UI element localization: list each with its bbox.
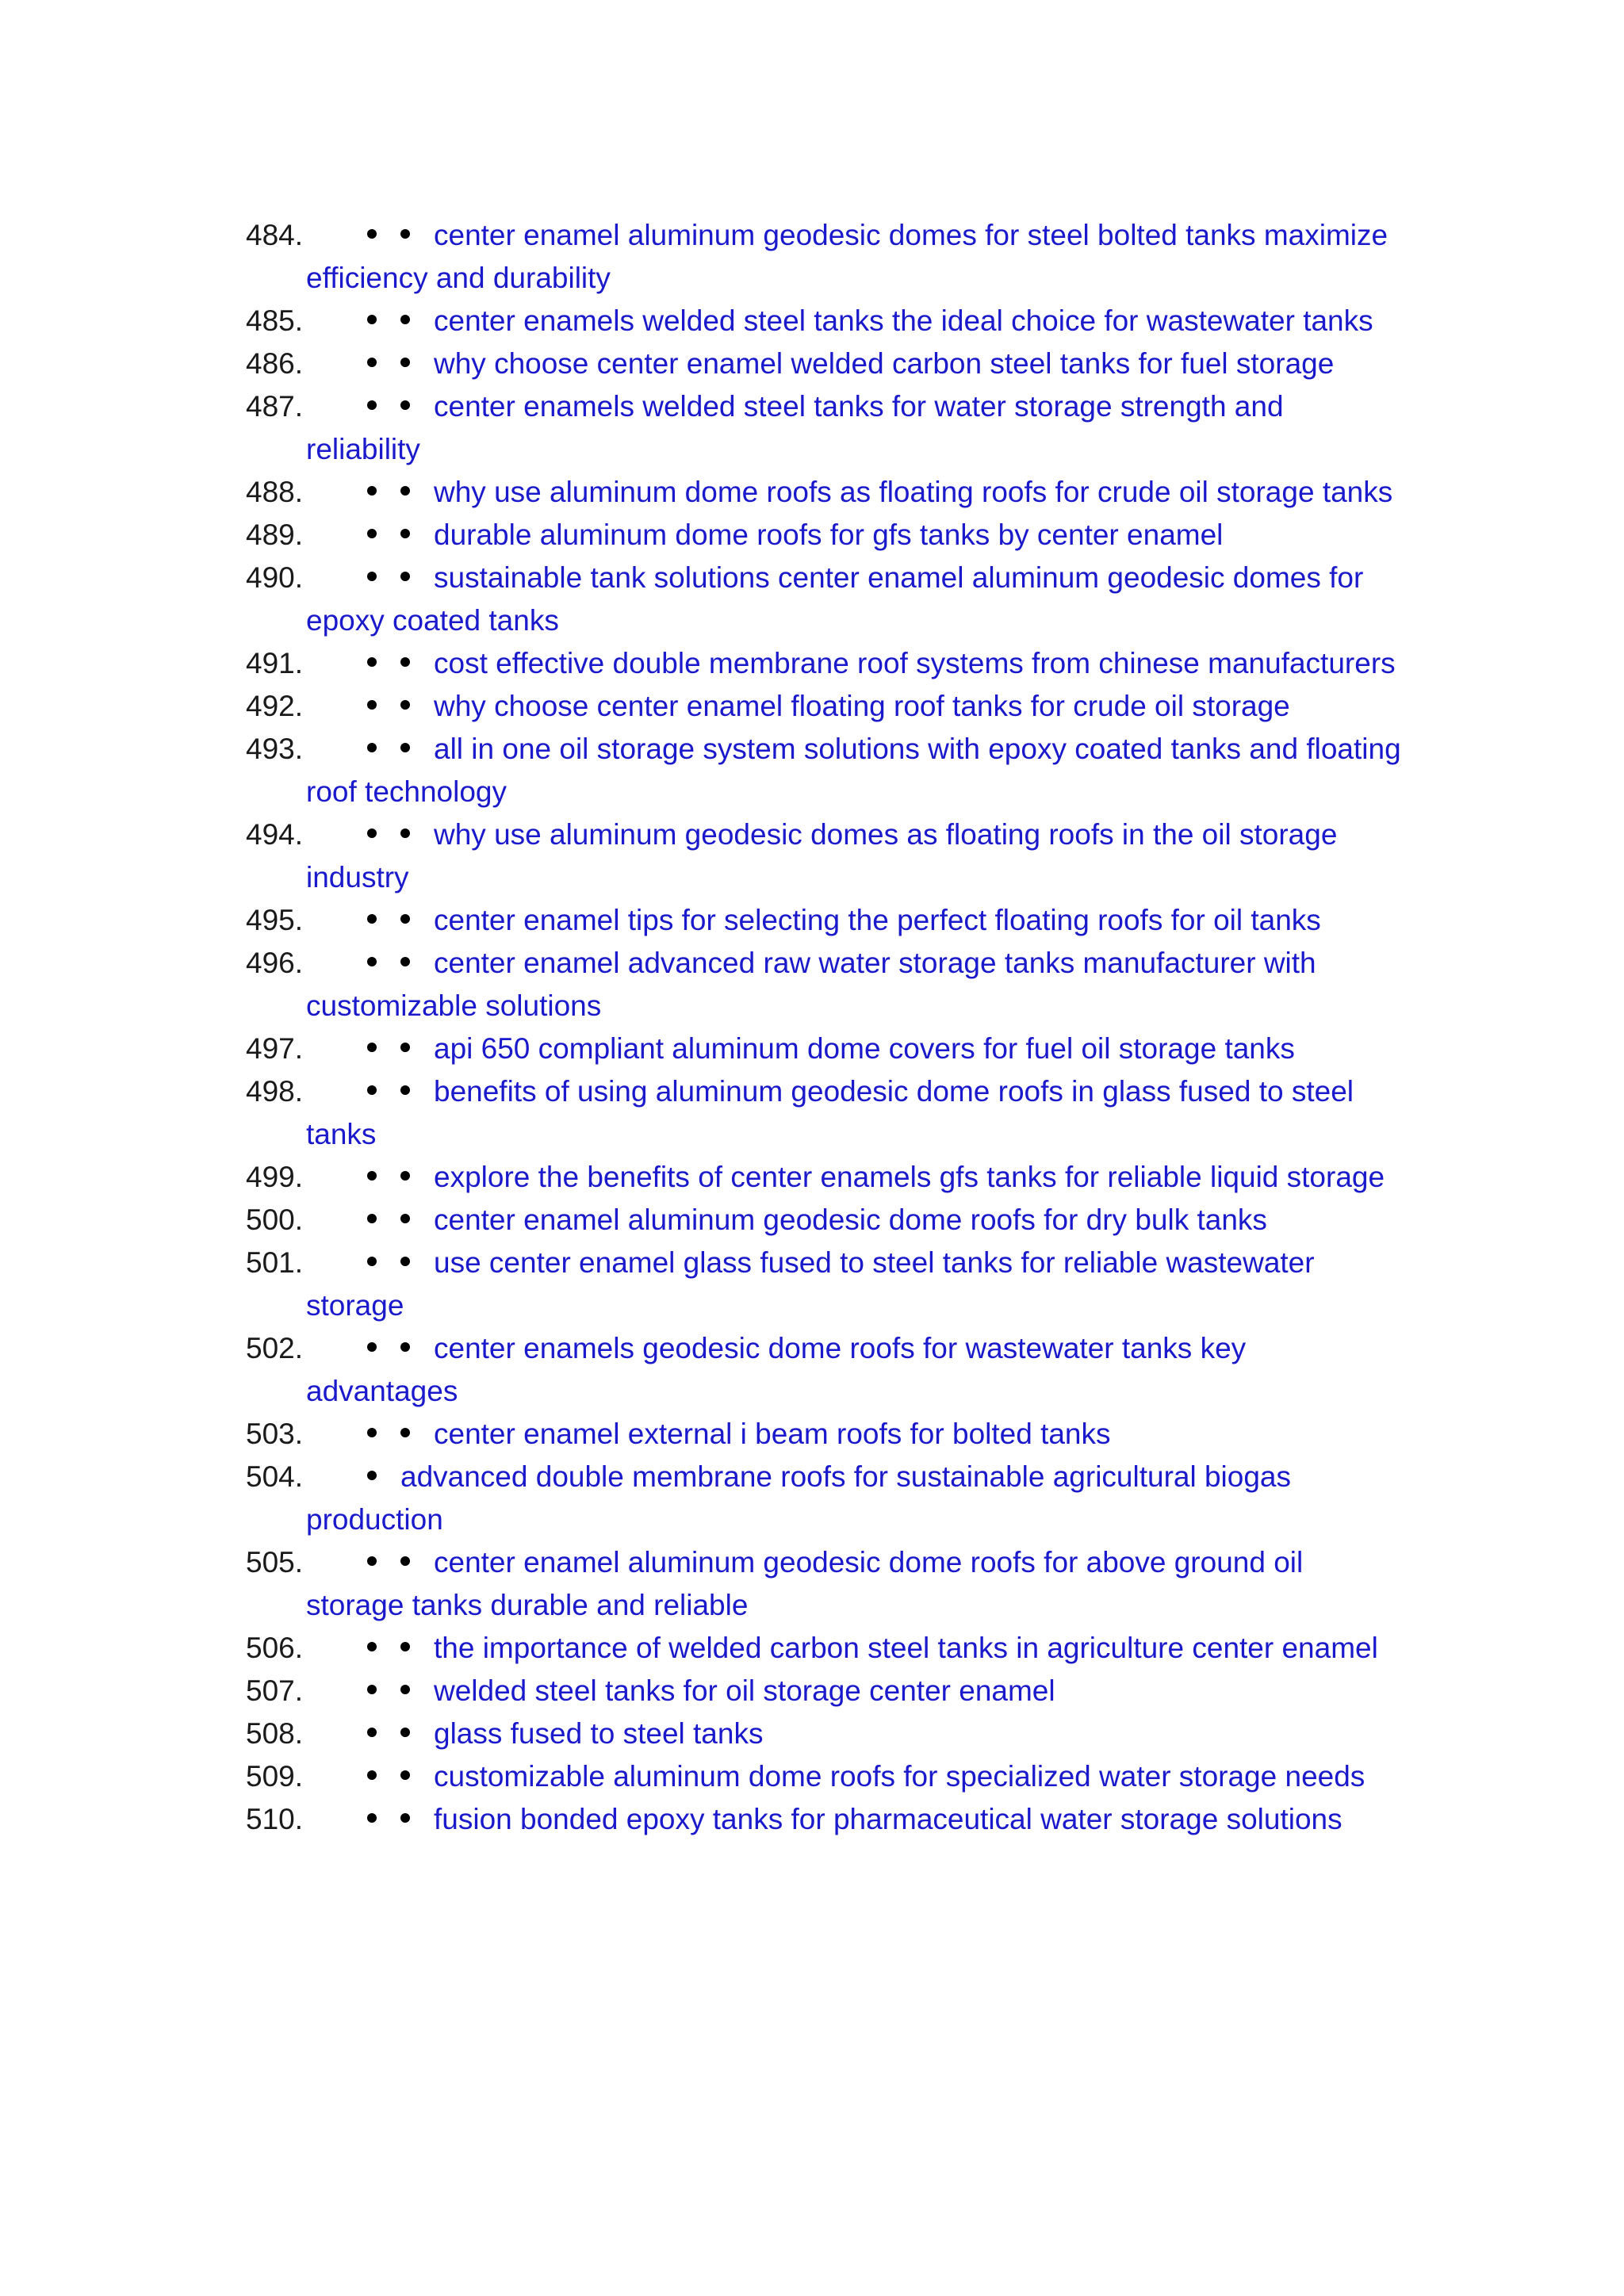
item-number: 488. — [246, 476, 304, 508]
bullet-icon — [400, 400, 410, 410]
bullet-icon — [367, 700, 377, 710]
list-item — [246, 813, 1404, 899]
list-item — [246, 300, 1404, 342]
bullet-icon — [400, 657, 410, 667]
bullet-group — [306, 1541, 434, 1584]
bullet-icon — [400, 957, 410, 966]
bullet-icon — [400, 828, 410, 838]
article-link[interactable]: center enamel advanced raw water storage tanks manufacturer with customizable solutions — [306, 947, 1316, 1022]
bullet-group — [306, 1798, 434, 1841]
item-number: 504. — [246, 1460, 304, 1493]
bullet-icon — [367, 1171, 377, 1181]
bullet-icon — [367, 1813, 377, 1823]
link-list — [246, 214, 1404, 1841]
bullet-icon — [400, 1685, 410, 1694]
item-number: 484. — [246, 219, 304, 251]
item-number: 506. — [246, 1632, 304, 1664]
bullet-group — [306, 642, 434, 685]
list-item — [246, 214, 1404, 300]
article-link[interactable]: center enamel tips for selecting the perfect floating roofs for oil tanks — [434, 904, 1321, 936]
item-number: 489. — [246, 519, 304, 551]
bullet-icon — [400, 1342, 410, 1352]
list-item — [246, 642, 1404, 685]
bullet-group — [306, 557, 434, 599]
article-link[interactable]: use center enamel glass fused to steel tanks for reliable wastewater storage — [306, 1246, 1315, 1322]
list-item — [246, 1712, 1404, 1755]
list-item — [246, 1070, 1404, 1156]
bullet-icon — [367, 1728, 377, 1737]
list-item — [246, 1670, 1404, 1712]
bullet-icon — [367, 229, 377, 239]
article-link[interactable]: why use aluminum geodesic domes as floating roofs in the oil storage industry — [306, 818, 1338, 894]
item-number: 495. — [246, 904, 304, 936]
article-link[interactable]: center enamel external i beam roofs for bolted tanks — [434, 1418, 1111, 1450]
bullet-icon — [400, 358, 410, 367]
list-item — [246, 942, 1404, 1027]
list-item — [246, 385, 1404, 471]
article-link[interactable]: all in one oil storage system solutions with epoxy coated tanks and floating roof technology — [306, 733, 1401, 808]
bullet-icon — [367, 572, 377, 581]
list-item — [246, 1627, 1404, 1670]
item-number: 508. — [246, 1717, 304, 1750]
list-item — [246, 471, 1404, 514]
bullet-icon — [367, 957, 377, 966]
bullet-icon — [400, 1770, 410, 1780]
bullet-icon — [367, 914, 377, 924]
article-link[interactable]: center enamels welded steel tanks the ideal choice for wastewater tanks — [434, 304, 1373, 337]
bullet-group — [306, 342, 434, 385]
bullet-group — [306, 385, 434, 428]
bullet-icon — [367, 1556, 377, 1566]
list-item — [246, 342, 1404, 385]
bullet-icon — [400, 229, 410, 239]
list-item — [246, 1798, 1404, 1841]
bullet-icon — [400, 1428, 410, 1437]
item-number: 498. — [246, 1075, 304, 1108]
bullet-group — [306, 1027, 434, 1070]
bullet-icon — [367, 1428, 377, 1437]
bullet-group — [306, 813, 434, 856]
bullet-group — [306, 1627, 434, 1670]
bullet-group — [306, 685, 434, 728]
bullet-icon — [400, 486, 410, 496]
list-item — [246, 1199, 1404, 1242]
bullet-group — [306, 1670, 434, 1712]
bullet-icon — [400, 529, 410, 538]
item-number: 507. — [246, 1674, 304, 1707]
bullet-group — [306, 1070, 434, 1113]
article-link[interactable]: explore the benefits of center enamels gfs tanks for reliable liquid storage — [434, 1161, 1385, 1193]
bullet-icon — [400, 1257, 410, 1266]
bullet-icon — [367, 1214, 377, 1223]
bullet-icon — [400, 1171, 410, 1181]
list-item — [246, 728, 1404, 813]
bullet-group — [306, 1712, 434, 1755]
bullet-group — [306, 214, 434, 257]
list-item — [246, 1156, 1404, 1199]
list-item — [246, 1242, 1404, 1327]
article-link[interactable]: benefits of using aluminum geodesic dome roofs in glass fused to steel tanks — [306, 1075, 1354, 1150]
item-number: 492. — [246, 690, 304, 722]
list-item — [246, 557, 1404, 642]
article-link[interactable]: center enamel aluminum geodesic dome roofs for dry bulk tanks — [434, 1203, 1267, 1236]
article-link[interactable]: advanced double membrane roofs for sustainable agricultural biogas production — [306, 1460, 1292, 1536]
item-number: 487. — [246, 390, 304, 423]
article-link[interactable]: why choose center enamel welded carbon steel tanks for fuel storage — [434, 347, 1335, 380]
bullet-icon — [367, 1257, 377, 1266]
bullet-group — [306, 728, 434, 771]
bullet-icon — [400, 315, 410, 324]
article-link[interactable]: glass fused to steel tanks — [434, 1717, 764, 1750]
bullet-icon — [400, 1556, 410, 1566]
bullet-icon — [367, 657, 377, 667]
article-link[interactable]: customizable aluminum dome roofs for specialized water storage needs — [434, 1760, 1365, 1793]
bullet-icon — [367, 1642, 377, 1651]
bullet-icon — [400, 1642, 410, 1651]
bullet-icon — [400, 743, 410, 752]
list-item — [246, 1456, 1404, 1541]
bullet-group — [306, 471, 434, 514]
item-number: 503. — [246, 1418, 304, 1450]
bullet-icon — [367, 400, 377, 410]
list-item — [246, 1755, 1404, 1798]
item-number: 501. — [246, 1246, 304, 1279]
bullet-group — [306, 1413, 434, 1456]
bullet-icon — [400, 1214, 410, 1223]
item-number: 486. — [246, 347, 304, 380]
item-number: 500. — [246, 1203, 304, 1236]
item-number: 490. — [246, 561, 304, 594]
bullet-icon — [367, 743, 377, 752]
bullet-icon — [367, 1770, 377, 1780]
item-number: 496. — [246, 947, 304, 979]
article-link[interactable]: durable aluminum dome roofs for gfs tanks by center enamel — [434, 519, 1224, 551]
bullet-icon — [367, 1471, 377, 1480]
article-link[interactable]: center enamel aluminum geodesic domes for steel bolted tanks maximize efficiency and durability — [306, 219, 1388, 294]
list-item — [246, 1413, 1404, 1456]
bullet-group — [306, 1242, 434, 1284]
article-link[interactable]: cost effective double membrane roof systems from chinese manufacturers — [434, 647, 1396, 679]
item-number: 502. — [246, 1332, 304, 1364]
bullet-icon — [367, 1685, 377, 1694]
item-number: 509. — [246, 1760, 304, 1793]
bullet-icon — [367, 1043, 377, 1052]
item-number: 493. — [246, 733, 304, 765]
list-item — [246, 1027, 1404, 1070]
bullet-group — [306, 942, 434, 985]
bullet-icon — [367, 1342, 377, 1352]
article-link[interactable]: sustainable tank solutions center enamel aluminum geodesic domes for epoxy coated tanks — [306, 561, 1364, 637]
article-link[interactable]: center enamel aluminum geodesic dome roofs for above ground oil storage tanks durable and reliable — [306, 1546, 1304, 1621]
list-item — [246, 514, 1404, 557]
bullet-icon — [400, 1085, 410, 1095]
bullet-icon — [367, 1085, 377, 1095]
bullet-group — [306, 1755, 434, 1798]
article-link[interactable]: why use aluminum dome roofs as floating roofs for crude oil storage tanks — [434, 476, 1393, 508]
bullet-group — [306, 899, 434, 942]
bullet-icon — [367, 828, 377, 838]
item-number: 494. — [246, 818, 304, 851]
bullet-group — [306, 1327, 434, 1370]
article-link[interactable]: why choose center enamel floating roof tanks for crude oil storage — [434, 690, 1290, 722]
bullet-group — [306, 1156, 434, 1199]
item-number: 497. — [246, 1032, 304, 1065]
bullet-icon — [400, 1728, 410, 1737]
list-item — [246, 685, 1404, 728]
article-link[interactable]: fusion bonded epoxy tanks for pharmaceutical water storage solutions — [434, 1803, 1342, 1835]
list-item — [246, 1327, 1404, 1413]
bullet-icon — [367, 486, 377, 496]
article-link[interactable]: api 650 compliant aluminum dome covers for fuel oil storage tanks — [434, 1032, 1295, 1065]
bullet-icon — [400, 1043, 410, 1052]
bullet-group — [306, 1199, 434, 1242]
bullet-group — [306, 300, 434, 342]
bullet-icon — [367, 358, 377, 367]
list-item — [246, 1541, 1404, 1627]
bullet-icon — [367, 315, 377, 324]
item-number: 505. — [246, 1546, 304, 1578]
item-number: 491. — [246, 647, 304, 679]
bullet-icon — [367, 529, 377, 538]
bullet-icon — [400, 914, 410, 924]
bullet-group — [306, 1456, 400, 1498]
bullet-icon — [400, 700, 410, 710]
bullet-icon — [400, 572, 410, 581]
bullet-group — [306, 514, 434, 557]
item-number: 510. — [246, 1803, 304, 1835]
item-number: 485. — [246, 304, 304, 337]
item-number: 499. — [246, 1161, 304, 1193]
article-link[interactable]: welded steel tanks for oil storage center enamel — [434, 1674, 1055, 1707]
article-link[interactable]: center enamels geodesic dome roofs for wastewater tanks key advantages — [306, 1332, 1247, 1407]
bullet-icon — [400, 1813, 410, 1823]
article-link[interactable]: center enamels welded steel tanks for water storage strength and reliability — [306, 390, 1284, 465]
article-link[interactable]: the importance of welded carbon steel tanks in agriculture center enamel — [434, 1632, 1378, 1664]
list-item — [246, 899, 1404, 942]
